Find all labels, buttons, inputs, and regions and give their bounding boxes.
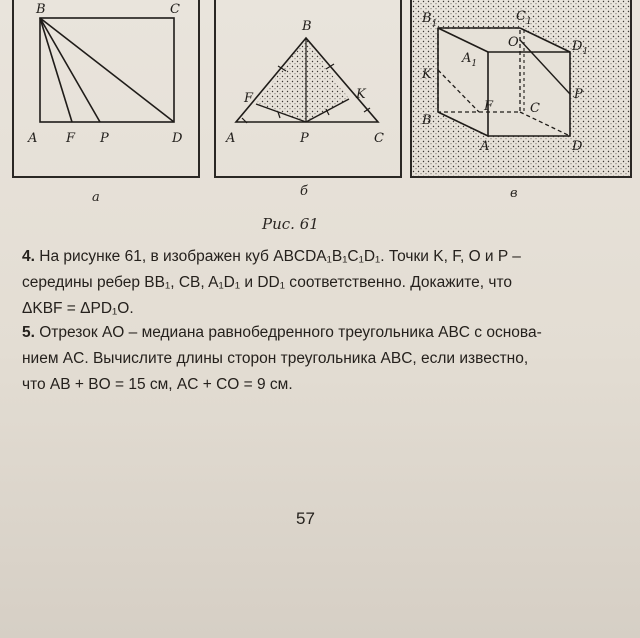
- fig-c-label-D1-subscript: 1: [582, 47, 589, 57]
- fig-c-label-B1-subscript: 1: [431, 19, 438, 29]
- fig-c-label-A1: $A_1$: [462, 51, 478, 69]
- fig-c-label-K: K: [422, 67, 432, 82]
- page-number: 57: [296, 509, 315, 528]
- figure-b-panel: [214, 0, 402, 178]
- fig-b-label-K: K: [356, 87, 366, 102]
- fig-c-label-D1: $D_1$: [572, 39, 589, 57]
- fig-b-label-C: C: [374, 131, 384, 146]
- fig-c-label-C1-subscript: 1: [525, 17, 532, 27]
- problem-5-line-1: 5. Отрезок AO – медиана равнобедренного треугольника ABC с основа-: [22, 324, 542, 341]
- figure-a-sublabel: а: [92, 190, 100, 205]
- figure-a-panel: [12, 0, 200, 178]
- bleed-through-text: [412, 186, 415, 200]
- fig-c-label-B1: $B_1$: [422, 11, 438, 29]
- fig-b-label-B: B: [302, 19, 312, 34]
- problem-4: [22, 244, 614, 322]
- fig-a-label-D: D: [172, 131, 183, 146]
- figure-b-sublabel: б: [300, 184, 308, 199]
- figure-a-drawing: [14, 0, 198, 176]
- fig-a-label-A: A: [28, 131, 38, 146]
- problem-4-line-1: 4. На рисунке 61, в изображен куб ABCDA₁B₁C₁D₁. Точки K, F, O и P –: [22, 248, 521, 265]
- problem-5: [22, 320, 614, 398]
- figure-c-panel: [410, 0, 632, 178]
- fig-c-label-C: C: [530, 101, 540, 116]
- fig-c-label-P: P: [574, 87, 583, 102]
- fig-c-label-A1-subscript: 1: [471, 59, 478, 69]
- figure-caption: Рис. 61: [262, 215, 319, 233]
- fig-c-label-D: D: [572, 139, 583, 154]
- problem-5-line-3: что AB + BO = 15 см, AC + CO = 9 см.: [22, 376, 293, 393]
- fig-b-label-A: A: [226, 131, 236, 146]
- figure-b-drawing: [216, 0, 400, 176]
- fig-b-label-F: F: [244, 91, 254, 106]
- figure-c-drawing: [412, 0, 630, 176]
- fig-a-label-B: B: [36, 2, 46, 17]
- fig-b-label-P: P: [300, 131, 309, 146]
- problem-4-line-3: ΔKBF = ΔPD₁O.: [22, 300, 134, 317]
- fig-a-label-P: P: [100, 131, 109, 146]
- fig-c-label-F: F: [484, 99, 494, 114]
- figure-c-sublabel: в: [510, 186, 518, 201]
- fig-c-label-O: O: [508, 35, 519, 50]
- fig-c-label-A: A: [480, 139, 490, 154]
- problem-4-line-2: середины ребер BB₁, CB, A₁D₁ и DD₁ соответственно. Докажите, что: [22, 274, 513, 291]
- problem-4-number: 4.: [22, 248, 35, 265]
- fig-a-label-F: F: [66, 131, 76, 146]
- fig-c-label-C1: $C_1$: [516, 9, 532, 27]
- problem-5-line-2: нием AC. Вычислите длины сторон треугольника ABC, если известно,: [22, 350, 529, 367]
- problem-5-number: 5.: [22, 324, 35, 341]
- fig-a-label-C: C: [170, 2, 180, 17]
- fig-c-label-B: B: [422, 113, 432, 128]
